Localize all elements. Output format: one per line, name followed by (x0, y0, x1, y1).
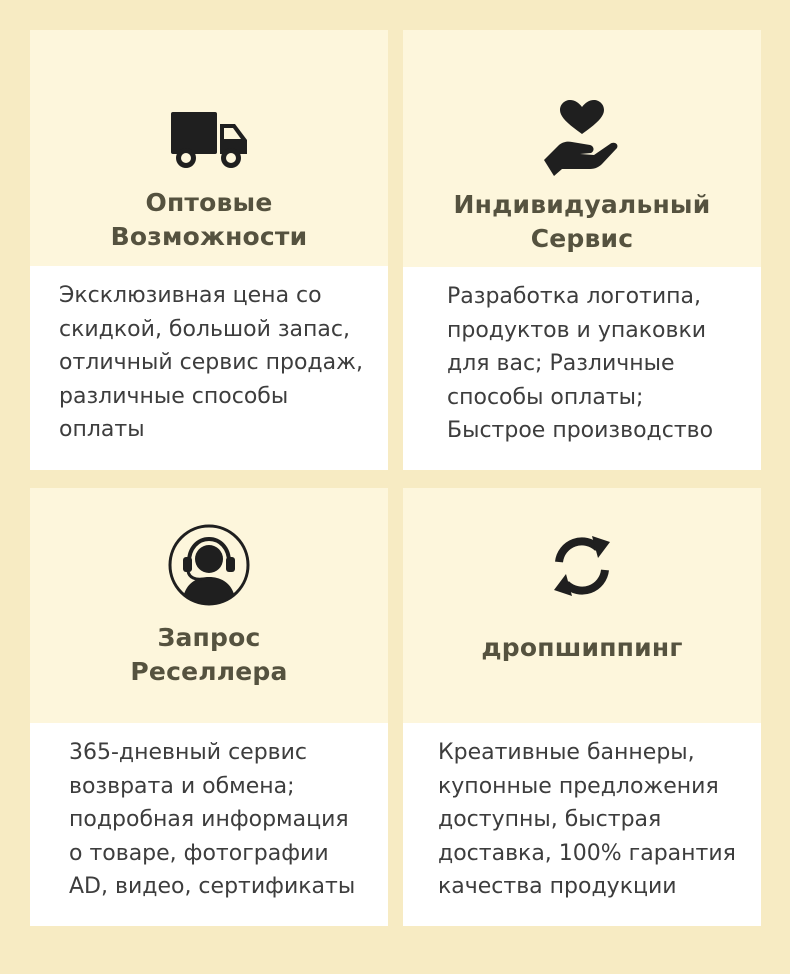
description-line: доступны, быстрая (438, 807, 662, 832)
card-title-line: Реселлера (130, 657, 288, 686)
description-line: продуктов и упаковки (447, 317, 707, 343)
description-line: 365-дневный сервис (69, 740, 308, 765)
card-description (403, 723, 761, 904)
feature-card-individual-service (403, 30, 761, 470)
description-line: купонные предложения (438, 773, 719, 799)
description-line: различные способы (59, 383, 289, 409)
card-title-line: Возможности (110, 222, 308, 251)
card-header (403, 30, 761, 267)
description-line: Быстрое производство (447, 418, 714, 443)
card-title-line: Оптовые (145, 188, 273, 217)
hand-heart-icon (544, 100, 620, 178)
card-body (403, 267, 761, 470)
card-title (30, 621, 388, 689)
card-body (403, 723, 761, 926)
description-line: доставка, 100% гарантия (438, 840, 736, 866)
feature-card-wholesale (30, 30, 388, 470)
description-line: возврата и обмена; (69, 773, 295, 799)
truck-icon (171, 112, 247, 170)
description-line: Разработка логотипа, (447, 284, 702, 309)
card-title (403, 188, 761, 256)
card-description (30, 266, 388, 447)
description-line: качества продукции (438, 874, 677, 899)
description-line: Эксклюзивная цена со (59, 283, 322, 308)
card-body (30, 723, 388, 926)
description-line: скидкой, большой запас, (59, 316, 350, 342)
description-line: Креативные баннеры, (438, 740, 695, 765)
card-description (30, 723, 388, 904)
card-body (30, 266, 388, 470)
card-title (30, 186, 388, 254)
description-line: оплаты (59, 417, 145, 442)
card-title-line: Сервис (530, 224, 634, 253)
description-line: о товаре, фотографии (69, 840, 329, 866)
card-title-line: Индивидуальный (453, 190, 711, 219)
description-line: подробная информация (69, 807, 349, 832)
description-line: способы оплаты; (447, 384, 644, 410)
refresh-icon (548, 532, 616, 600)
card-header (30, 488, 388, 723)
feature-card-reseller-request (30, 488, 388, 926)
card-title-line: Запрос (157, 623, 261, 652)
card-header (30, 30, 388, 266)
description-line: AD, видео, сертификаты (69, 874, 356, 899)
card-header (403, 488, 761, 723)
feature-card-dropshipping (403, 488, 761, 926)
card-description (403, 267, 761, 448)
description-line: для вас; Различные (447, 351, 675, 376)
headset-agent-icon (168, 524, 250, 606)
card-title (403, 631, 761, 665)
card-title-line: дропшиппинг (481, 633, 683, 662)
description-line: отличный сервис продаж, (59, 350, 363, 375)
